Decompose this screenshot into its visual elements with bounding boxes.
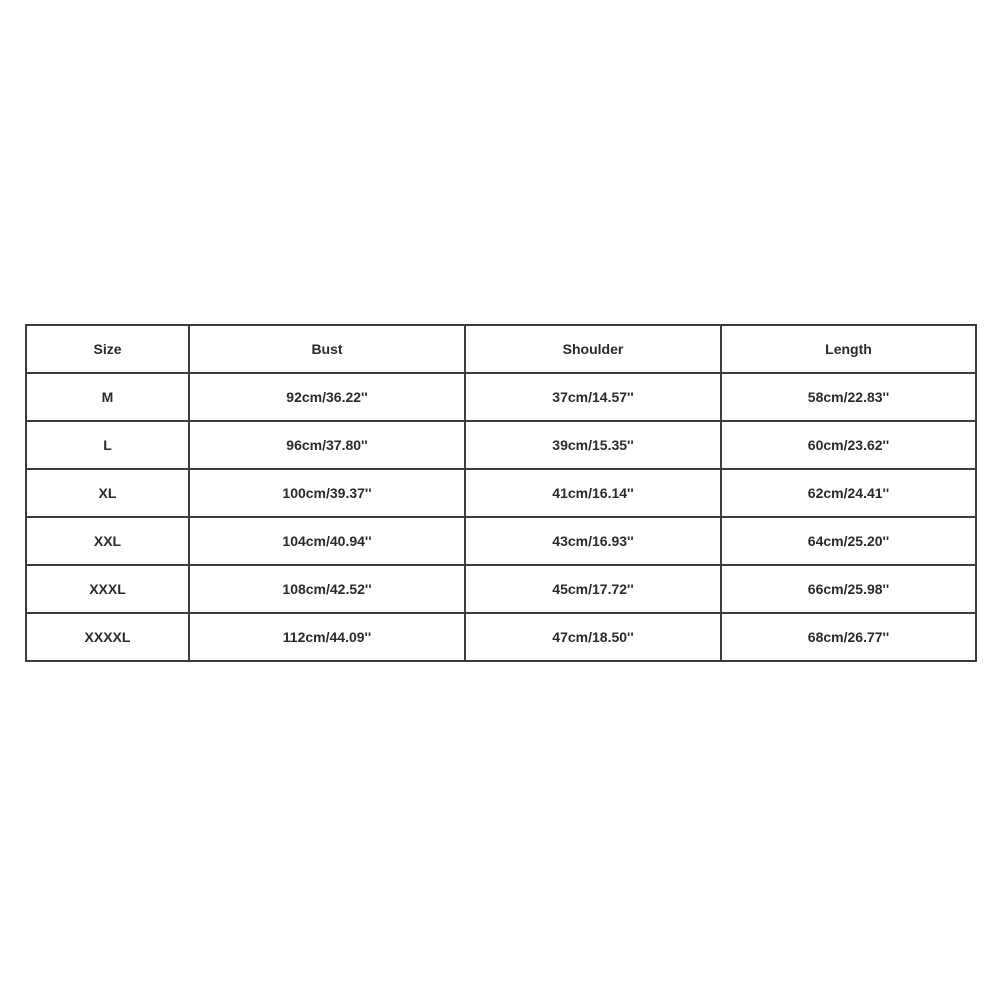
cell-length: 58cm/22.83'' bbox=[721, 373, 976, 421]
cell-bust: 100cm/39.37'' bbox=[189, 469, 465, 517]
cell-shoulder: 47cm/18.50'' bbox=[465, 613, 721, 661]
cell-length: 66cm/25.98'' bbox=[721, 565, 976, 613]
cell-shoulder: 39cm/15.35'' bbox=[465, 421, 721, 469]
cell-size: XL bbox=[26, 469, 189, 517]
header-bust: Bust bbox=[189, 325, 465, 373]
table-row bbox=[26, 373, 976, 421]
cell-length: 60cm/23.62'' bbox=[721, 421, 976, 469]
table-row bbox=[26, 517, 976, 565]
cell-size: XXXL bbox=[26, 565, 189, 613]
cell-length: 68cm/26.77'' bbox=[721, 613, 976, 661]
cell-size: XXXXL bbox=[26, 613, 189, 661]
cell-size: L bbox=[26, 421, 189, 469]
cell-size: XXL bbox=[26, 517, 189, 565]
cell-shoulder: 43cm/16.93'' bbox=[465, 517, 721, 565]
header-length: Length bbox=[721, 325, 976, 373]
table-row bbox=[26, 565, 976, 613]
table-header-row bbox=[26, 325, 976, 373]
cell-length: 64cm/25.20'' bbox=[721, 517, 976, 565]
size-chart-table bbox=[25, 324, 977, 662]
header-size: Size bbox=[26, 325, 189, 373]
cell-shoulder: 37cm/14.57'' bbox=[465, 373, 721, 421]
cell-shoulder: 45cm/17.72'' bbox=[465, 565, 721, 613]
cell-bust: 96cm/37.80'' bbox=[189, 421, 465, 469]
cell-size: M bbox=[26, 373, 189, 421]
header-shoulder: Shoulder bbox=[465, 325, 721, 373]
table-row bbox=[26, 469, 976, 517]
cell-bust: 104cm/40.94'' bbox=[189, 517, 465, 565]
cell-bust: 92cm/36.22'' bbox=[189, 373, 465, 421]
cell-shoulder: 41cm/16.14'' bbox=[465, 469, 721, 517]
table-row bbox=[26, 421, 976, 469]
table-row bbox=[26, 613, 976, 661]
cell-length: 62cm/24.41'' bbox=[721, 469, 976, 517]
cell-bust: 112cm/44.09'' bbox=[189, 613, 465, 661]
cell-bust: 108cm/42.52'' bbox=[189, 565, 465, 613]
